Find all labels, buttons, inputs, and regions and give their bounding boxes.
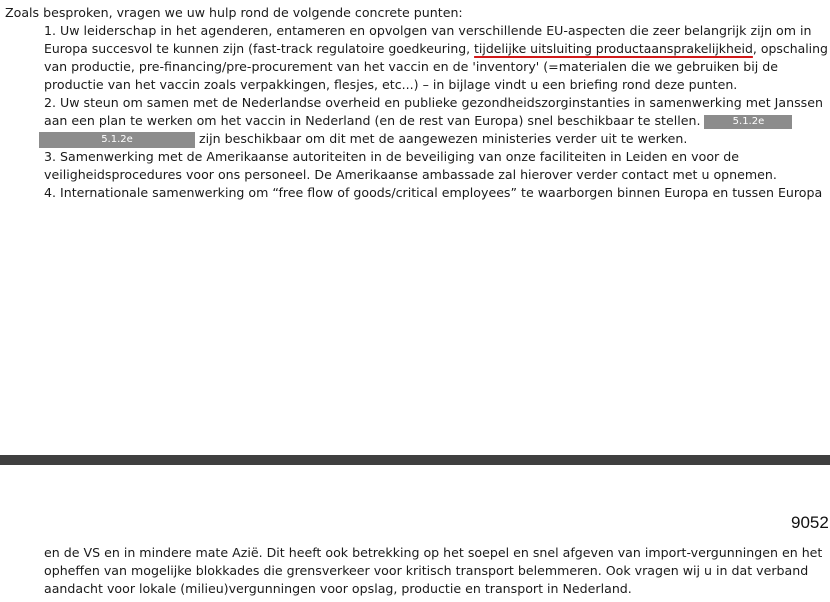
intro-paragraph: Zoals besproken, vragen we uw hulp rond de volgende concrete punten: bbox=[5, 5, 463, 20]
item-1-line-2-post: , opschaling bbox=[752, 41, 828, 56]
item-4-line-1: 4. Internationale samenwerking om “free flow of goods/critical employees” te waarborgen binnen Europa en tussen Europa bbox=[44, 185, 823, 200]
item-3-line-2: veiligheidsprocedures voor ons personeel. De Amerikaanse ambassade zal hierover verder contact met u opnemen. bbox=[44, 167, 777, 182]
page-2-line-3: aandacht voor lokale (milieu)vergunningen voor opslag, productie en transport in Nederland. bbox=[44, 581, 632, 596]
item-2-line-1: 2. Uw steun om samen met de Nederlandse overheid en publieke gezondheidszorginstanties in samenwerking met Janssen bbox=[44, 95, 823, 110]
item-1-line-2 bbox=[44, 40, 828, 58]
item-1-line-1: 1. Uw leiderschap in het agenderen, entameren en opvolgen van verschillende EU-aspecten die zeer belangrijk zijn om in bbox=[44, 23, 812, 38]
redaction-box: 5.1.2e bbox=[39, 132, 195, 148]
item-1-line-2-pre: Europa succesvol te kunnen zijn (fast-track regulatoire goedkeuring, bbox=[44, 41, 475, 56]
redaction-box: 5.1.2e bbox=[704, 115, 792, 129]
item-2-line-3 bbox=[39, 130, 687, 148]
item-1-line-3: van productie, pre-financing/pre-procurement van het vaccin en de 'inventory' (=materialen die we gebruiken bij de bbox=[44, 59, 779, 74]
item-2-line-2 bbox=[44, 112, 792, 130]
item-1-line-4: productie van het vaccin zoals verpakkingen, flesjes, etc...) – in bijlage vindt u een briefing rond deze punten. bbox=[44, 77, 738, 92]
item-2-line-2-text: aan een plan te werken om het vaccin in Nederland (en de rest van Europa) snel beschikbaar te stellen. bbox=[44, 113, 701, 128]
item-3-line-1: 3. Samenwerking met de Amerikaanse autoriteiten in de beveiliging van onze faciliteiten in Leiden en voor de bbox=[44, 149, 739, 164]
page-number: 9052 bbox=[791, 513, 829, 532]
highlighted-phrase: tijdelijke uitsluiting productaansprakelijkheid bbox=[474, 41, 753, 56]
document-page-2 bbox=[0, 465, 830, 602]
item-2-line-3-text: zijn beschikbaar om dit met de aangewezen ministeries verder uit te werken. bbox=[199, 131, 688, 146]
page-break-divider bbox=[0, 455, 830, 465]
page-2-line-2: opheffen van mogelijke blokkades die grensverkeer voor kritisch transport belemmeren. Ook vragen wij u in dat verband bbox=[44, 563, 809, 578]
page-2-line-1: en de VS en in mindere mate Azië. Dit heeft ook betrekking op het soepel en snel afgeven van import-vergunningen en het bbox=[44, 545, 823, 560]
